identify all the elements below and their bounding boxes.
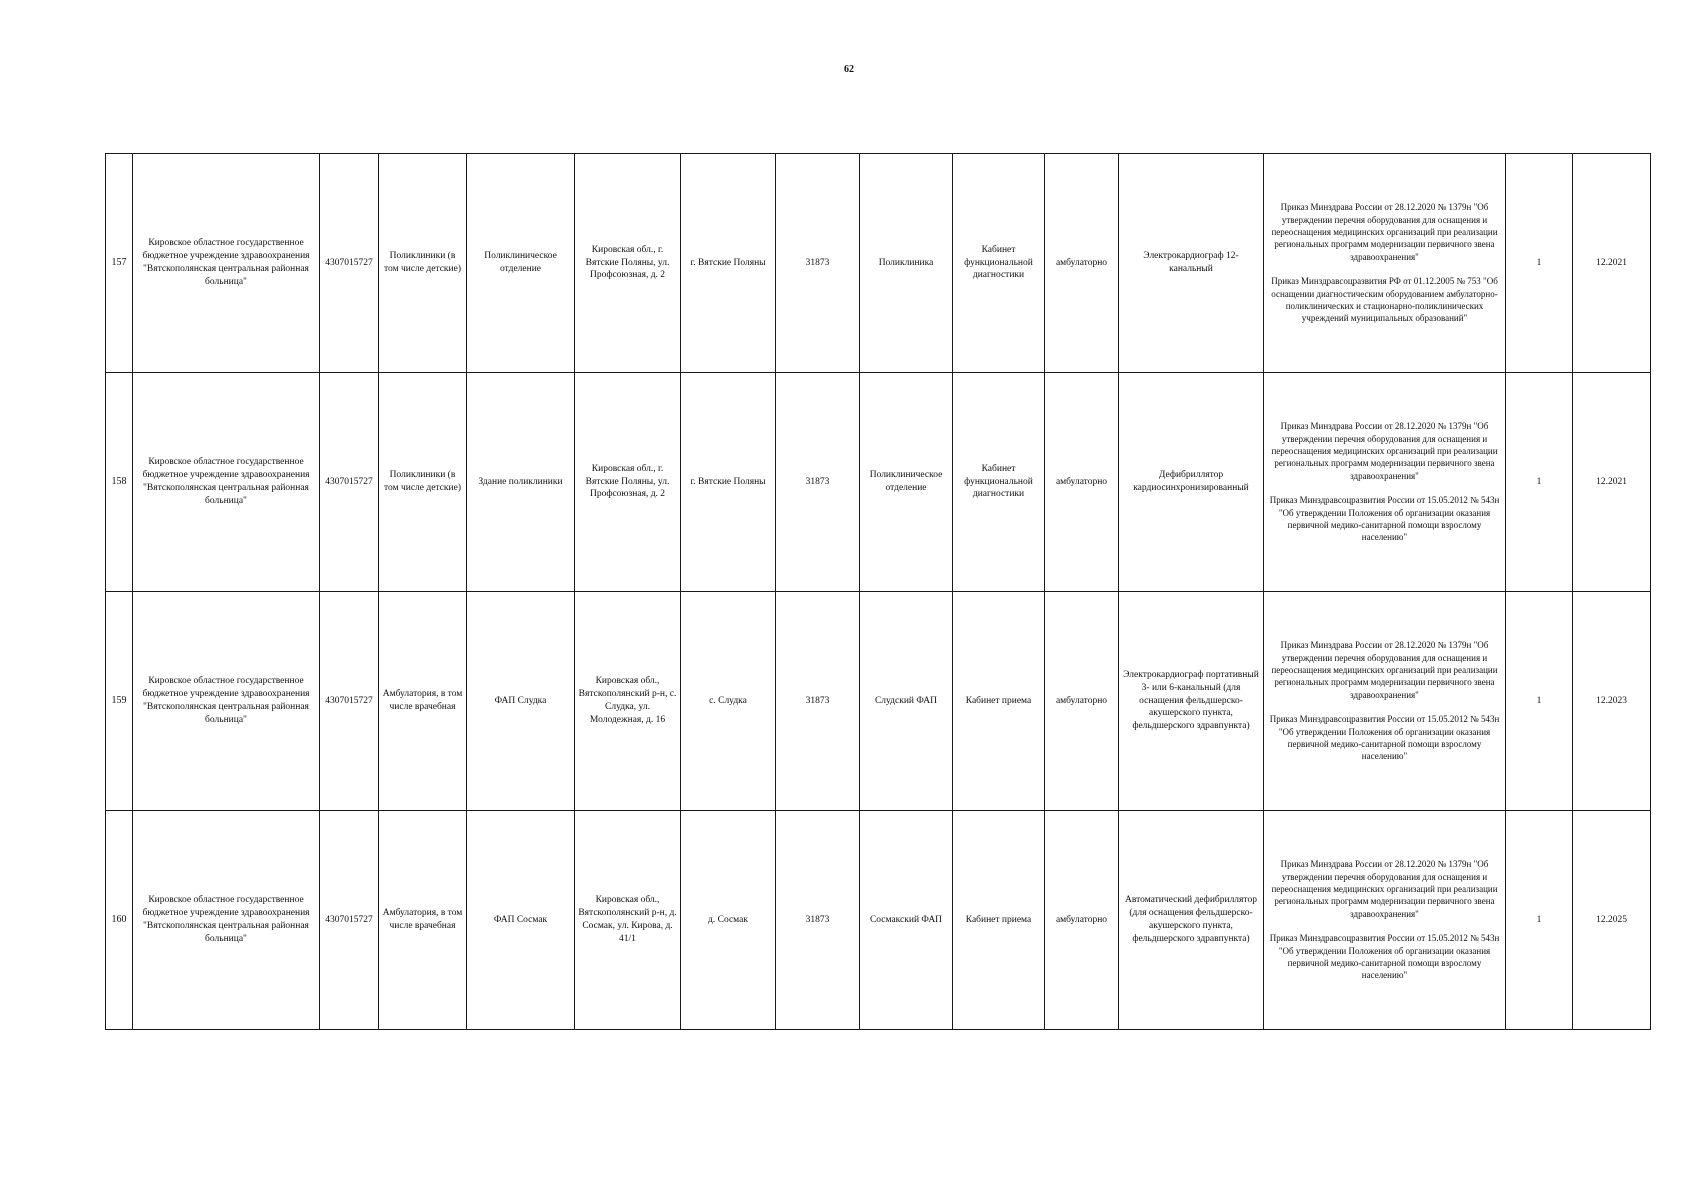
legal-basis-order-2: Приказ Минздравсоцразвития России от 15.05.2012 № 543н "Об утверждении Положения об организации оказания первичной медико-санитарной помощи взрослому населению" (1269, 933, 1500, 981)
room-cell: Кабинет функциональной диагностики (953, 373, 1045, 592)
legal-basis-order-1: Приказ Минздрава России от 28.12.2020 № 1379н "Об утверждении перечня оборудования для оснащения и переоснащения медицинских организаций при реализации региональных программ модернизации первичного звена здравоохранения" (1271, 859, 1498, 919)
organization-cell: Кировское областное государственное бюджетное учреждение здравоохранения "Вятскополянская центральная районная больница" (133, 154, 320, 373)
organization-cell: Кировское областное государственное бюджетное учреждение здравоохранения "Вятскополянская центральная районная больница" (133, 373, 320, 592)
facility-name-cell: ФАП Сосмак (467, 811, 575, 1030)
equipment-cell: Электрокардиограф 12-канальный (1119, 154, 1264, 373)
table-row (106, 811, 1651, 1030)
address-cell: Кировская обл., Вятскополянский р-н, с. Слудка, ул. Молодежная, д. 16 (575, 592, 681, 811)
care-form-cell: амбулаторно (1045, 154, 1119, 373)
equipment-cell: Автоматический дефибриллятор (для оснащения фельдшерско-акушерского пункта, фельдшерского здравпункта) (1119, 811, 1264, 1030)
legal-basis-cell (1264, 811, 1506, 1030)
row-number-cell: 159 (106, 592, 133, 811)
code-cell: 31873 (776, 373, 860, 592)
facility-name-cell: Здание поликлиники (467, 373, 575, 592)
settlement-cell: с. Слудка (681, 592, 776, 811)
basis-spacer (1267, 263, 1502, 275)
inn-cell: 4307015727 (320, 373, 379, 592)
facility-type-cell: Амбулатория, в том числе врачебная (379, 592, 467, 811)
facility-name-cell: ФАП Слудка (467, 592, 575, 811)
legal-basis-order-2: Приказ Минздравсоцразвития РФ от 01.12.2005 № 753 "Об оснащении диагностическим оборудованием амбулаторно-поликлинических и стационарно-поликлинических учреждений муниципальных образований" (1271, 276, 1498, 324)
unit-cell: Сосмакский ФАП (860, 811, 953, 1030)
care-form-cell: амбулаторно (1045, 811, 1119, 1030)
legal-basis-order-1: Приказ Минздрава России от 28.12.2020 № 1379н "Об утверждении перечня оборудования для оснащения и переоснащения медицинских организаций при реализации региональных программ модернизации первичного звена здравоохранения" (1271, 421, 1498, 481)
legal-basis-order-1: Приказ Минздрава России от 28.12.2020 № 1379н "Об утверждении перечня оборудования для оснащения и переоснащения медицинских организаций при реализации региональных программ модернизации первичного звена здравоохранения" (1271, 640, 1498, 700)
facility-type-cell: Амбулатория, в том числе врачебная (379, 811, 467, 1030)
table-row (106, 154, 1651, 373)
table-row (106, 373, 1651, 592)
date-cell: 12.2025 (1573, 811, 1651, 1030)
date-cell: 12.2023 (1573, 592, 1651, 811)
inn-cell: 4307015727 (320, 592, 379, 811)
legal-basis-order-1: Приказ Минздрава России от 28.12.2020 № 1379н "Об утверждении перечня оборудования для оснащения и переоснащения медицинских организаций при реализации региональных программ модернизации первичного звена здравоохранения" (1271, 202, 1498, 262)
quantity-cell: 1 (1506, 373, 1573, 592)
page-number: 62 (844, 64, 854, 75)
code-cell: 31873 (776, 154, 860, 373)
settlement-cell: г. Вятские Поляны (681, 373, 776, 592)
address-cell: Кировская обл., Вятскополянский р-н, д. Сосмак, ул. Кирова, д. 41/1 (575, 811, 681, 1030)
date-cell: 12.2021 (1573, 154, 1651, 373)
room-cell: Кабинет функциональной диагностики (953, 154, 1045, 373)
room-cell: Кабинет приема (953, 811, 1045, 1030)
room-cell: Кабинет приема (953, 592, 1045, 811)
row-number-cell: 158 (106, 373, 133, 592)
care-form-cell: амбулаторно (1045, 373, 1119, 592)
table-row (106, 592, 1651, 811)
unit-cell: Поликлиника (860, 154, 953, 373)
basis-spacer (1267, 920, 1502, 932)
legal-basis-order-2: Приказ Минздравсоцразвития России от 15.05.2012 № 543н "Об утверждении Положения об организации оказания первичной медико-санитарной помощи взрослому населению" (1269, 495, 1500, 543)
unit-cell: Слудский ФАП (860, 592, 953, 811)
legal-basis-cell (1264, 154, 1506, 373)
code-cell: 31873 (776, 811, 860, 1030)
inn-cell: 4307015727 (320, 154, 379, 373)
legal-basis-cell (1264, 592, 1506, 811)
date-cell: 12.2021 (1573, 373, 1651, 592)
address-cell: Кировская обл., г. Вятские Поляны, ул. Профсоюзная, д. 2 (575, 154, 681, 373)
legal-basis-cell (1264, 373, 1506, 592)
code-cell: 31873 (776, 592, 860, 811)
legal-basis-order-2: Приказ Минздравсоцразвития России от 15.05.2012 № 543н "Об утверждении Положения об организации оказания первичной медико-санитарной помощи взрослому населению" (1269, 714, 1500, 762)
facility-type-cell: Поликлиники (в том числе детские) (379, 373, 467, 592)
row-number-cell: 160 (106, 811, 133, 1030)
organization-cell: Кировское областное государственное бюджетное учреждение здравоохранения "Вятскополянская центральная районная больница" (133, 592, 320, 811)
row-number-cell: 157 (106, 154, 133, 373)
organization-cell: Кировское областное государственное бюджетное учреждение здравоохранения "Вятскополянская центральная районная больница" (133, 811, 320, 1030)
quantity-cell: 1 (1506, 592, 1573, 811)
care-form-cell: амбулаторно (1045, 592, 1119, 811)
equipment-cell: Электрокардиограф портативный 3- или 6-канальный (для оснащения фельдшерско-акушерского пункта, фельдшерского здравпункта) (1119, 592, 1264, 811)
inn-cell: 4307015727 (320, 811, 379, 1030)
equipment-cell: Дефибриллятор кардиосинхронизированный (1119, 373, 1264, 592)
facility-name-cell: Поликлиническое отделение (467, 154, 575, 373)
facility-type-cell: Поликлиники (в том числе детские) (379, 154, 467, 373)
basis-spacer (1267, 482, 1502, 494)
unit-cell: Поликлиническое отделение (860, 373, 953, 592)
address-cell: Кировская обл., г. Вятские Поляны, ул. Профсоюзная, д. 2 (575, 373, 681, 592)
quantity-cell: 1 (1506, 811, 1573, 1030)
quantity-cell: 1 (1506, 154, 1573, 373)
settlement-cell: г. Вятские Поляны (681, 154, 776, 373)
settlement-cell: д. Сосмак (681, 811, 776, 1030)
basis-spacer (1267, 701, 1502, 713)
equipment-registry-table (105, 153, 1651, 1030)
